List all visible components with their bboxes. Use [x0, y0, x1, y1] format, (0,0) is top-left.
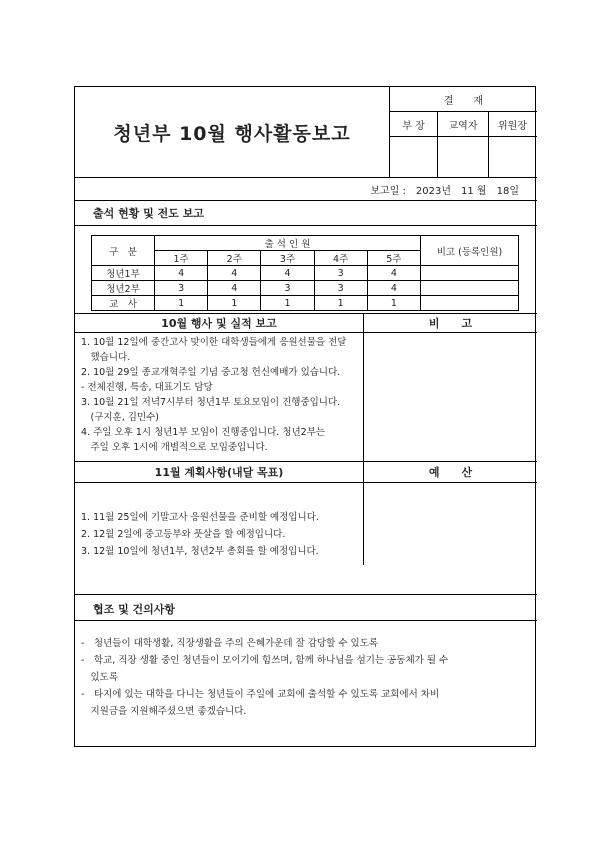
attendance-value: 4 [155, 266, 208, 281]
attendance-value: 4 [367, 266, 420, 281]
table-row [92, 281, 519, 296]
report-date-label: 보고일 : [370, 185, 406, 197]
report-date-year: 2023년 [415, 185, 452, 197]
attendance-value: 4 [261, 266, 314, 281]
november-list [81, 509, 363, 560]
divider [75, 225, 537, 226]
list-item: 3. 12월 10일에 청년1부, 청년2부 총회를 할 예정입니다. [81, 546, 319, 557]
divider [75, 594, 537, 595]
document-title: 청년부 10월 행사활동보고 [113, 122, 351, 145]
list-item: 있도록 [81, 672, 119, 683]
list-item: (구지훈, 김민수) [81, 412, 160, 423]
table-row [92, 296, 519, 311]
report-date [370, 181, 519, 197]
attendance-value: 4 [208, 266, 261, 281]
list-item: 1. 11월 25일에 기말고사 응원선물을 준비할 예정입니다. [81, 512, 319, 523]
attendance-value: 3 [155, 281, 208, 296]
cooperation-section-title: 협조 및 건의사항 [93, 603, 176, 616]
row-label: 청년2부 [92, 281, 155, 296]
table-row [92, 266, 519, 281]
attendance-section-title: 출석 현황 및 전도 보고 [93, 207, 204, 220]
week-header: 4주 [314, 251, 367, 266]
cooperation-list [81, 635, 533, 720]
attendance-value: 3 [314, 281, 367, 296]
col-category: 구 분 [92, 236, 155, 266]
attendance-value: 1 [261, 296, 314, 311]
week-header: 2주 [208, 251, 261, 266]
row-label: 교 사 [92, 296, 155, 311]
row-label: 청년1부 [92, 266, 155, 281]
divider [75, 620, 537, 621]
divider [75, 482, 537, 483]
list-item: 2. 10월 29일 종교개혁주일 기념 중고청 헌신예배가 있습니다. [81, 367, 341, 378]
attendance-value: 3 [314, 266, 367, 281]
list-item: 4. 주일 오후 1시 청년1부 모임이 진행중입니다. 청년2부는 [81, 427, 326, 438]
attendance-value: 1 [314, 296, 367, 311]
report-date-month: 11 월 [461, 185, 487, 197]
divider [75, 200, 537, 201]
approval-sign-box-dept-head[interactable] [390, 137, 437, 177]
col-note: 비고 (등록인원) [421, 236, 519, 266]
col-attendance: 출 석 인 원 [155, 236, 421, 251]
divider [75, 177, 537, 178]
approval-header: 결 재 [443, 95, 484, 107]
week-header: 5주 [367, 251, 420, 266]
list-item: 지원금을 지원해주셨으면 좋겠습니다. [81, 706, 247, 717]
approval-role-dept-head: 부 장 [402, 120, 425, 132]
attendance-value: 1 [208, 296, 261, 311]
approval-role-chairman: 위원장 [498, 120, 527, 132]
november-section-title: 11월 계획사항(내달 목표) [154, 466, 284, 479]
attendance-value: 4 [208, 281, 261, 296]
list-item: 했습니다. [81, 352, 131, 363]
list-item: 주일 오후 1시에 개별적으로 모임중입니다. [81, 442, 268, 453]
list-item: - 전체진행, 특송, 대표기도 담당 [81, 382, 213, 393]
week-header: 3주 [261, 251, 314, 266]
attendance-table [91, 235, 519, 311]
divider [363, 313, 364, 565]
attendance-value: 1 [367, 296, 420, 311]
note-cell [421, 281, 519, 296]
note-cell [421, 266, 519, 281]
report-date-day: 18일 [496, 185, 519, 197]
divider [75, 332, 537, 333]
list-item: - 청년들이 대학생활, 직장생활을 주의 은혜가운데 잘 감당할 수 있도록 [81, 638, 379, 649]
approval-role-pastor: 교역자 [448, 120, 478, 132]
attendance-value: 1 [155, 296, 208, 311]
list-item: 1. 10월 12일에 중간고사 맞이한 대학생들에게 응원선물을 전달 [81, 337, 347, 348]
list-item: 3. 10월 21일 저녁7시부터 청년1부 토요모임이 진행중입니다. [81, 397, 341, 408]
approval-sign-box-chairman[interactable] [489, 137, 536, 177]
list-item: 2. 12월 2일에 중고등부와 풋살을 할 예정입니다. [81, 529, 286, 540]
note-cell [421, 296, 519, 311]
attendance-value: 4 [367, 281, 420, 296]
list-item: - 학교, 직장 생활 중인 청년들이 모이기에 힘쓰며, 함께 하나님을 섬기는 공동체가 될 수 [81, 655, 449, 666]
approval-sign-box-pastor[interactable] [438, 137, 488, 177]
list-item: - 타지에 있는 대학을 다니는 청년들이 주일에 교회에 출석할 수 있도록 교회에서 차비 [81, 689, 440, 700]
attendance-value: 3 [261, 281, 314, 296]
week-header: 1주 [155, 251, 208, 266]
october-note-header: 비 고 [428, 317, 473, 330]
october-list [81, 335, 363, 455]
november-budget-header: 예 산 [428, 466, 473, 479]
october-section-title: 10월 행사 및 실적 보고 [161, 317, 277, 330]
report-form [74, 86, 536, 747]
